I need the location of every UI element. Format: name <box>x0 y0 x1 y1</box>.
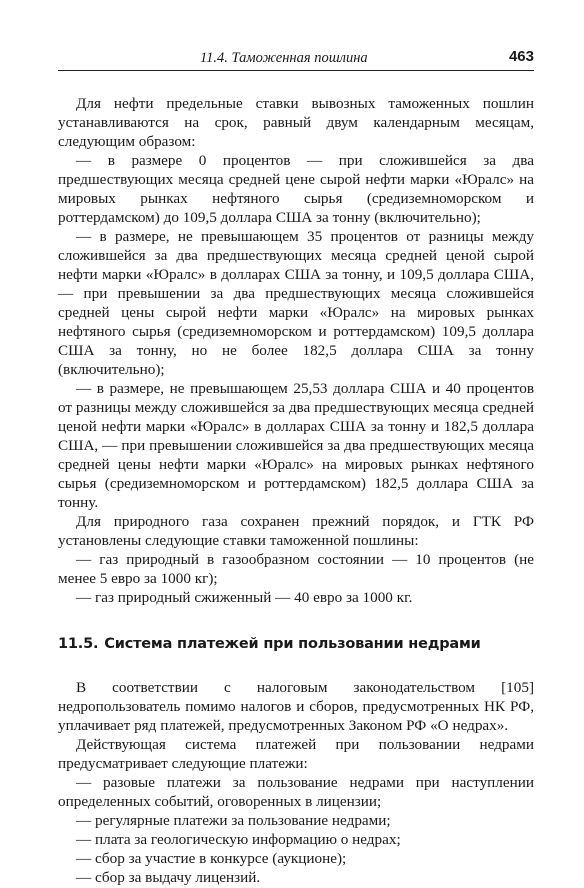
list-item: — газ природный в газообразном состоянии — 10 процентов (не менее 5 евро за 1000 кг); <box>58 551 534 587</box>
list-item: — в размере, не превышающем 35 процентов от разницы между сложившейся за два предшествующих месяца средней ценой сырой нефти марки «Юралс» в долларах США за тонну, и 109,5 доллара США, — при превышении за два предшествующих месяца сложившейся средней цены сырой нефти марки «Юралс» на мировых рынках нефтяного сырья (средиземноморском и роттердамском) 109,5 доллара США за тонну, но не более 182,5 доллара США за тонну (включительно); <box>58 228 534 378</box>
section-heading <box>58 634 534 654</box>
body-text <box>58 94 534 887</box>
paragraph: В соответствии с налоговым законодательством [105] недропользователь помимо налогов и сборов, предусмотренных НК РФ, уплачивает ряд платежей, предусмотренных Законом РФ «О недрах». <box>58 679 534 734</box>
list-item: — в размере, не превышающем 25,53 доллара США и 40 процентов от разницы между сложившейся за два предшествующих месяца средней ценой нефти марки «Юралс» в долларах США за тонну и 182,5 доллара США, — при превышении сложившейся за два предшествующих месяца средней цены нефти марки «Юралс» на мировых рынках нефтяного сырья (средиземноморском и роттердамском) 182,5 доллара США за тонну. <box>58 380 534 511</box>
list-item: — плата за геологическую информацию о недрах; <box>76 831 401 848</box>
running-title: 11.4. Таможенная пошлина <box>200 50 368 66</box>
list-item: — регулярные платежи за пользование недрами; <box>76 812 391 829</box>
running-header <box>58 48 534 71</box>
list-item: — сбор за выдачу лицензий. <box>76 869 261 886</box>
section-number: 11.5. <box>58 636 99 652</box>
page-number: 463 <box>508 48 534 65</box>
list-item: — газ природный сжиженный — 40 евро за 1000 кг. <box>76 589 413 606</box>
list-item: — разовые платежи за пользование недрами при наступлении определенных событий, оговоренных в лицензии; <box>58 774 534 810</box>
paragraph: Действующая система платежей при пользовании недрами предусматривает следующие платежи: <box>58 736 534 772</box>
paragraph: Для природного газа сохранен прежний порядок, и ГТК РФ установлены следующие ставки таможенной пошлины: <box>58 513 534 549</box>
section-title: Система платежей при пользовании недрами <box>104 636 481 652</box>
book-page <box>58 48 534 887</box>
list-item: — в размере 0 процентов — при сложившейся за два предшествующих месяца средней цене сырой нефти марки «Юралс» на мировых рынках нефтяного сырья (средиземноморском и роттердамском) до 109,5 доллара США за тонну (включительно); <box>58 152 534 226</box>
paragraph: Для нефти предельные ставки вывозных таможенных пошлин устанавливаются на срок, равный двум календарным месяцам, следующим образом: <box>58 95 534 150</box>
list-item: — сбор за участие в конкурсе (аукционе); <box>76 850 347 867</box>
